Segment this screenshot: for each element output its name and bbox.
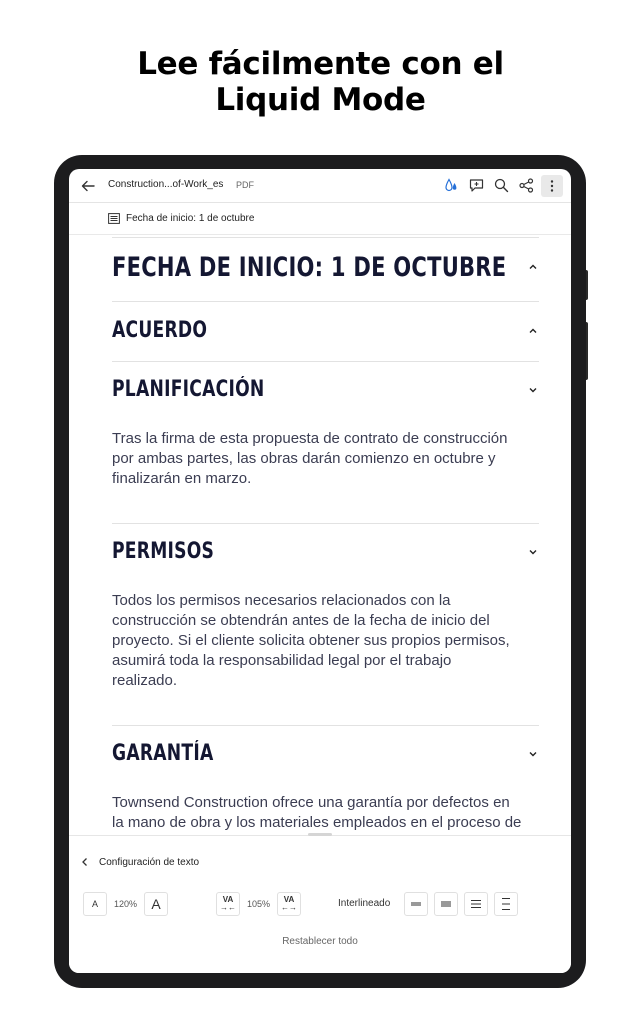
text-settings-title: Configuración de texto — [99, 857, 200, 868]
section-heading-fecha[interactable]: FECHA DE INICIO: 1 DE OCTUBRE — [112, 252, 507, 283]
document-type: PDF — [236, 180, 254, 190]
section-divider — [112, 301, 539, 302]
section-heading-garantia[interactable]: GARANTÍA — [112, 741, 214, 766]
line-spacing-option-2[interactable] — [434, 892, 458, 916]
top-toolbar — [69, 169, 571, 203]
font-size-value: 120% — [114, 899, 138, 909]
liquid-mode-content — [69, 235, 571, 835]
section-heading-permisos[interactable]: PERMISOS — [112, 539, 215, 564]
section-body-garantia: Townsend Construction ofrece una garantía por defectos en la mano de obra y los materiales empleados en el proceso de — [112, 794, 522, 831]
section-divider — [112, 725, 539, 726]
chevron-down-icon[interactable] — [527, 384, 539, 396]
decrease-spacing-icon: VA →← — [220, 895, 236, 912]
more-icon — [541, 175, 563, 197]
back-arrow-icon[interactable] — [79, 177, 97, 195]
document-name: Construction...of-Work_es — [108, 179, 224, 190]
section-divider — [112, 237, 539, 238]
section-body-permisos: Todos los permisos necesarios relacionados con la construcción se obtendrán antes de la fecha de inicio del proyecto. Si el cliente solicita obtener sus propios permisos, asumirá toda la responsabilidad legal por el trabajo realizado. — [112, 592, 510, 689]
section-heading-planificacion[interactable]: PLANIFICACIÓN — [112, 377, 265, 402]
line-spacing-option-1[interactable] — [404, 892, 428, 916]
text-settings-panel — [69, 835, 571, 973]
current-section-label: Fecha de inicio: 1 de octubre — [126, 213, 255, 224]
chevron-down-icon[interactable] — [527, 546, 539, 558]
panel-drag-handle[interactable] — [308, 833, 332, 836]
line-spacing-tight-icon — [409, 898, 423, 910]
share-icon[interactable] — [518, 177, 535, 194]
decrease-spacing-button[interactable] — [216, 892, 240, 916]
section-divider — [112, 523, 539, 524]
char-spacing-value: 105% — [247, 899, 271, 909]
increase-font-label: A — [151, 896, 161, 912]
reset-all-button[interactable]: Restablecer todo — [282, 936, 358, 947]
section-divider — [112, 361, 539, 362]
chevron-up-icon[interactable] — [527, 325, 539, 337]
comment-icon[interactable] — [468, 177, 485, 194]
promo-title-line-1: Lee fácilmente con el — [137, 46, 504, 82]
line-spacing-label: Interlineado — [338, 898, 391, 909]
increase-spacing-icon: VA ←→ — [281, 895, 297, 912]
increase-font-button[interactable] — [144, 892, 168, 916]
tablet-frame — [54, 155, 586, 988]
section-heading-acuerdo[interactable]: ACUERDO — [112, 318, 208, 343]
promo-title-line-2: Liquid Mode — [215, 82, 426, 118]
section-body-planificacion: Tras la firma de esta propuesta de contrato de construcción por ambas partes, las obras darán comienzo en octubre y finalizarán en marzo. — [112, 430, 508, 487]
outline-list-icon — [108, 213, 120, 224]
more-options-button[interactable] — [541, 175, 563, 197]
liquid-mode-icon[interactable] — [443, 177, 460, 194]
chevron-up-icon[interactable] — [527, 261, 539, 273]
decrease-font-button[interactable] — [83, 892, 107, 916]
chevron-left-icon[interactable] — [80, 856, 90, 868]
increase-spacing-button[interactable] — [277, 892, 301, 916]
line-spacing-option-4[interactable] — [494, 892, 518, 916]
chevron-down-icon[interactable] — [527, 748, 539, 760]
promo-title — [0, 46, 641, 118]
app-screen — [69, 169, 571, 973]
line-spacing-wide-icon — [469, 898, 483, 910]
current-section-bar[interactable] — [69, 203, 571, 235]
line-spacing-widest-icon — [499, 897, 513, 911]
line-spacing-normal-icon — [439, 898, 453, 910]
decrease-font-label: A — [91, 899, 98, 909]
search-icon[interactable] — [493, 177, 510, 194]
line-spacing-option-3[interactable] — [464, 892, 488, 916]
